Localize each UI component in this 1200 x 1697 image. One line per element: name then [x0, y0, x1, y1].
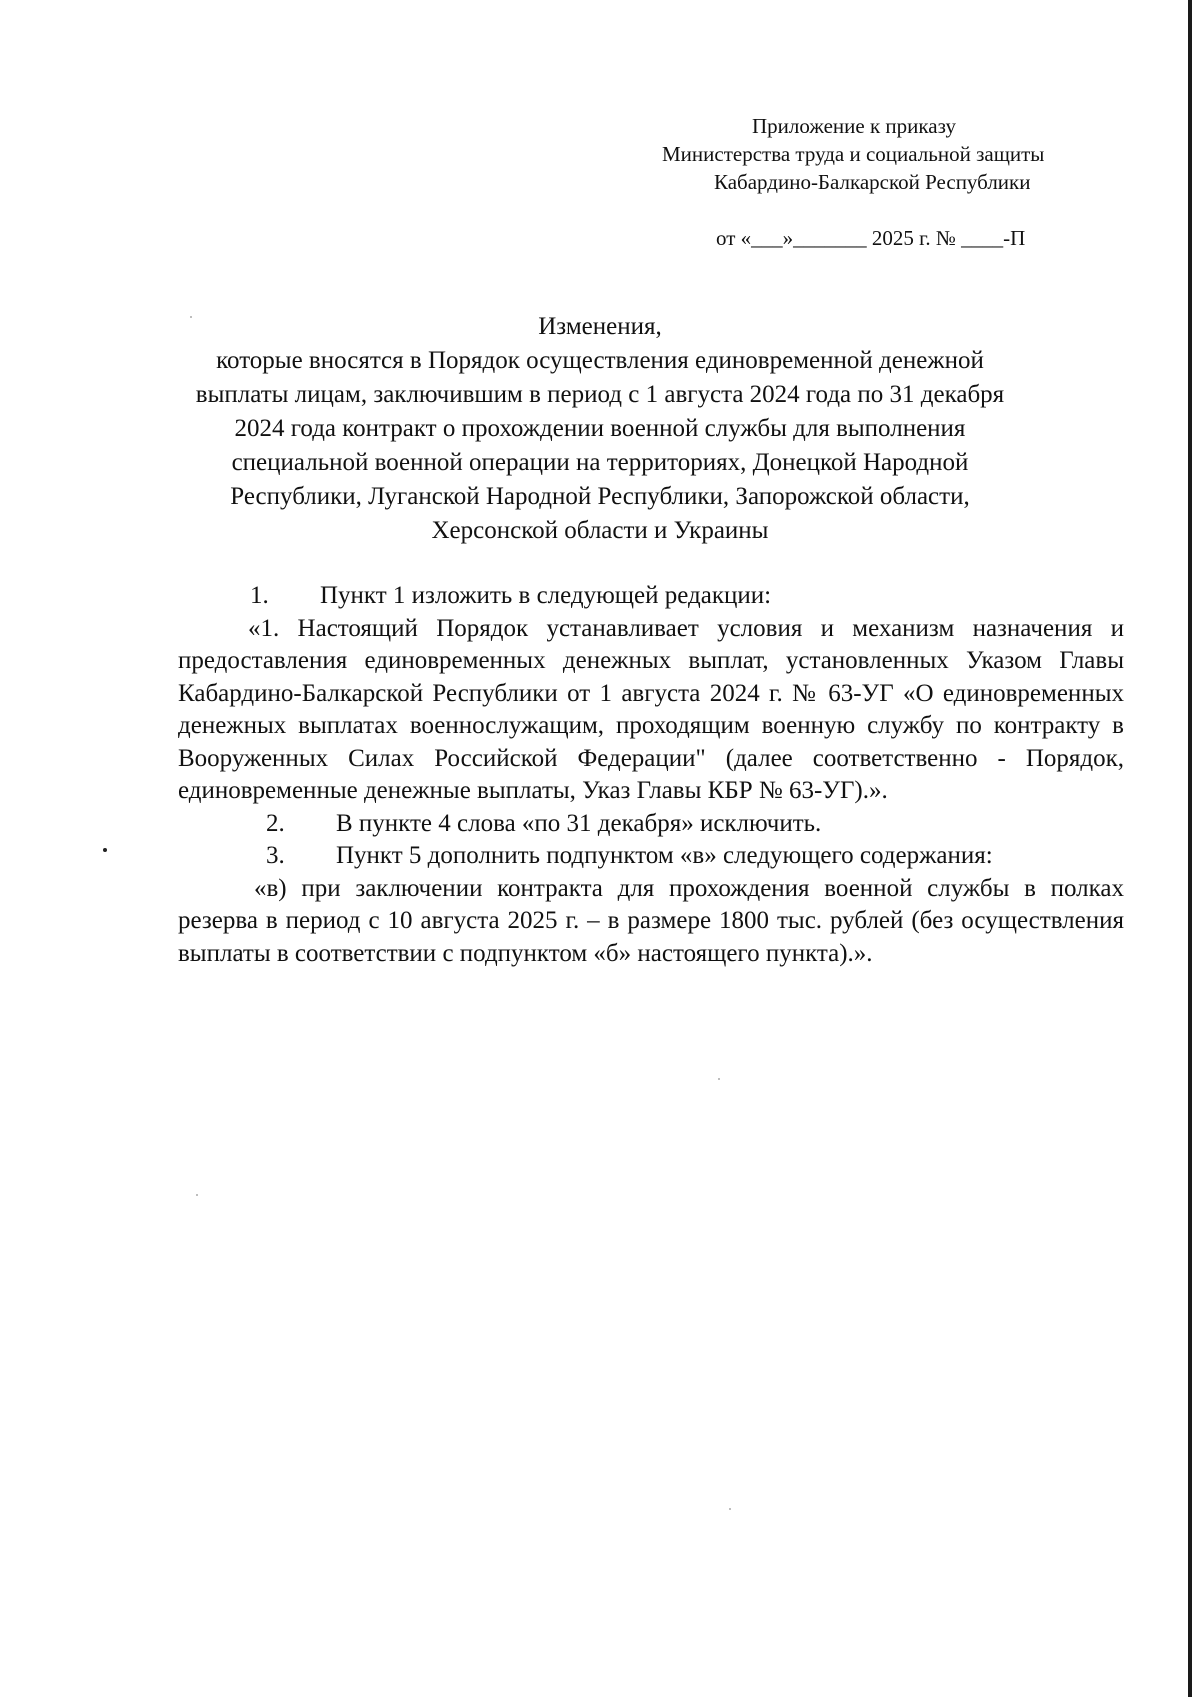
appendix-line-2: Министерства труда и социальной защиты	[662, 142, 1045, 166]
scan-edge-line	[1188, 0, 1192, 1697]
order-date-number: от «___»_______ 2025 г. № ____-П	[716, 226, 1026, 250]
item-text: Пункт 5 дополнить подпунктом «в» следующего содержания:	[336, 842, 993, 869]
item-number: 1.	[250, 582, 269, 609]
document-title	[150, 310, 1050, 548]
appendix-header	[600, 112, 1120, 196]
title-line: Республики, Луганской Народной Республики, Запорожской области,	[230, 483, 970, 510]
title-heading: Изменения,	[538, 313, 662, 340]
item-1-quote: «1. Настоящий Порядок устанавливает условия и механизм назначения и предоставления единовременных денежных выплат, установленных Указом Главы Кабардино-Балкарской Республики от 1 августа 2024 г. № 63-УГ «О единовременных денежных выплатах военнослужащим, проходящим военную службу по контракту в Вооруженных Силах Российской Федерации" (далее соответственно - Порядок, единовременные денежные выплаты, Указ Главы КБР № 63-УГ).».	[178, 614, 1124, 804]
item-text: Пункт 1 изложить в следующей редакции:	[320, 582, 772, 609]
scan-speck	[190, 316, 192, 318]
document-body	[178, 580, 1124, 970]
item-text: В пункте 4 слова «по 31 декабря» исключить.	[336, 809, 822, 837]
appendix-line-3: Кабардино-Балкарской Республики	[714, 170, 1031, 194]
scan-speck	[729, 1508, 731, 1510]
title-line: которые вносятся в Порядок осуществления единовременной денежной	[216, 347, 984, 374]
title-line: специальной военной операции на территориях, Донецкой Народной	[231, 449, 969, 476]
scan-speck	[196, 1194, 198, 1196]
scan-dot	[103, 848, 107, 852]
title-line: 2024 года контракт о прохождении военной службы для выполнения	[234, 415, 966, 442]
item-2	[178, 808, 1124, 841]
scan-speck	[718, 1078, 720, 1080]
item-number: 2.	[266, 809, 285, 837]
title-line: Херсонской области и Украины	[431, 517, 769, 544]
item-3-quote: «в) при заключении контракта для прохождения военной службы в полках резерва в период с 10 августа 2025 г. – в размере 1800 тыс. рублей (без осуществления выплаты в соответствии с подпунктом «б» настоящего пункта).».	[178, 874, 1124, 967]
appendix-line-1: Приложение к приказу	[752, 114, 956, 138]
title-line: выплаты лицам, заключившим в период с 1 августа 2024 года по 31 декабря	[195, 381, 1005, 408]
item-1	[178, 580, 1124, 613]
item-number: 3.	[266, 842, 285, 869]
item-3	[178, 840, 1124, 873]
